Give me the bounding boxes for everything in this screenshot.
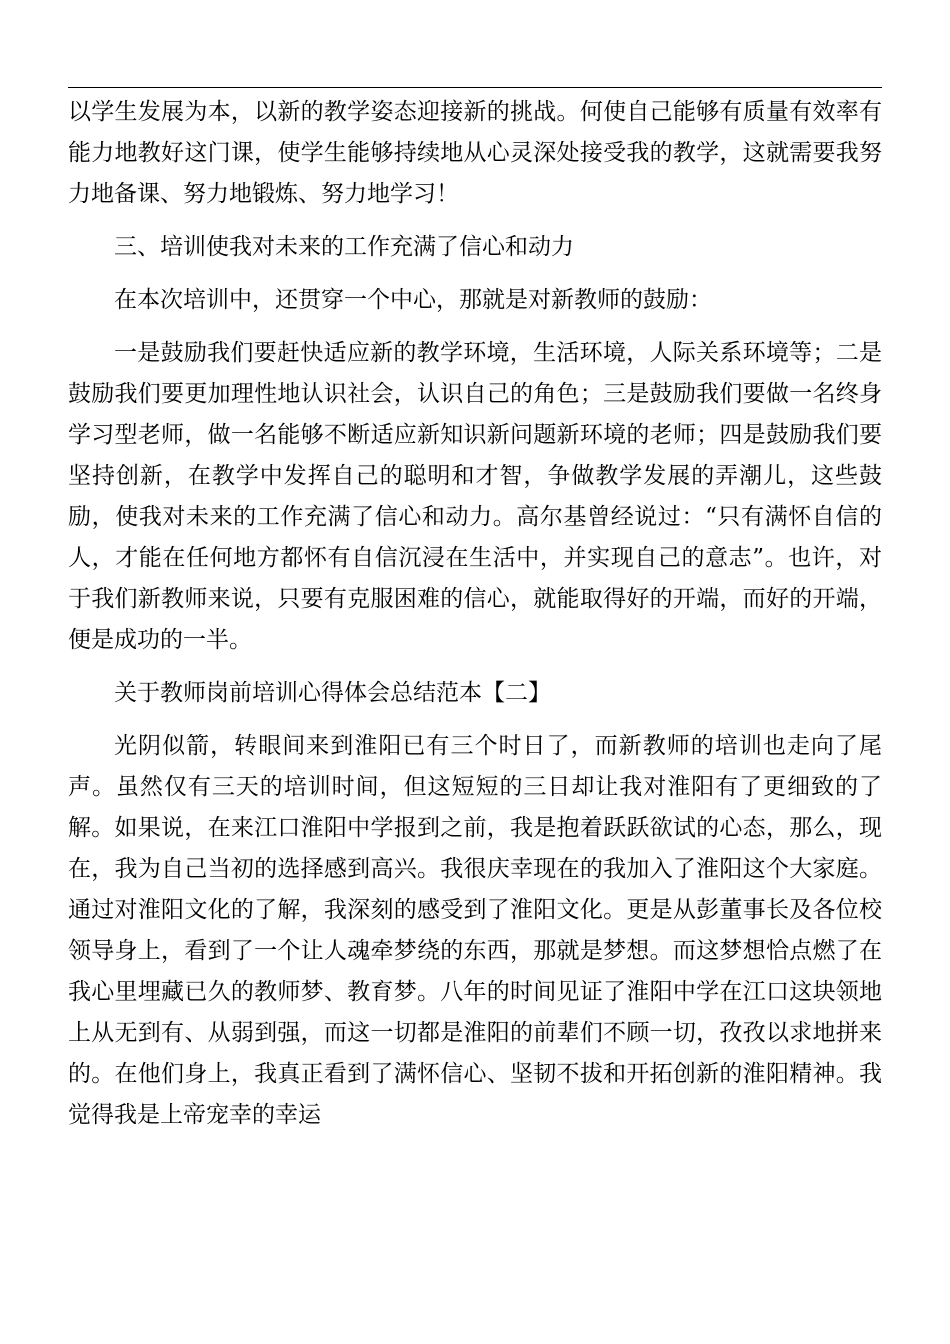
article-title: 关于教师岗前培训心得体会总结范本【二】 xyxy=(114,680,551,706)
header-rule xyxy=(68,87,882,88)
paragraph: 在本次培训中，还贯穿一个中心，那就是对新教师的鼓励： xyxy=(114,287,712,313)
paragraph-continued: 以学生发展为本，以新的教学姿态迎接新的挑战。何使自己能够有质量有效率有能力地教好这门课，使学生能够持续地从心灵深处接受我的教学，这就需要我努力地备课、努力地锻炼、努力地学习！ xyxy=(68,99,882,207)
document-body xyxy=(68,92,882,1148)
paragraph: 光阴似箭，转眼间来到淮阳已有三个时日了，而新教师的培训也走向了尾声。虽然仅有三天的培训时间，但这短短的三日却让我对淮阳有了更细致的了解。如果说，在来江口淮阳中学报到之前，我是抱着跃跃欲试的心态，那么，现在，我为自己当初的选择感到高兴。我很庆幸现在的我加入了淮阳这个大家庭。通过对淮阳文化的了解，我深刻的感受到了淮阳文化。更是从彭董事长及各位校领导身上，看到了一个让人魂牵梦绕的东西，那就是梦想。而这梦想恰点燃了在我心里埋藏已久的教师梦、教育梦。八年的时间见证了淮阳中学在江口这块领地上从无到有、从弱到强，而这一切都是淮阳的前辈们不顾一切，孜孜以求地拼来的。在他们身上，我真正看到了满怀信心、坚韧不拔和开拓创新的淮阳精神。我觉得我是上帝宠幸的幸运 xyxy=(68,733,882,1128)
section-heading: 三、培训使我对未来的工作充满了信心和动力 xyxy=(114,234,574,260)
paragraph: 一是鼓励我们要赶快适应新的教学环境，生活环境，人际关系环境等；二是鼓励我们要更加理性地认识社会，认识自己的角色；三是鼓励我们要做一名终身学习型老师，做一名能够不断适应新知识新问题新环境的老师；四是鼓励我们要坚持创新，在教学中发挥自己的聪明和才智，争做教学发展的弄潮儿，这些鼓励，使我对未来的工作充满了信心和动力。高尔基曾经说过：“只有满怀自信的人，才能在任何地方都怀有自信沉浸在生活中，并实现自己的意志”。也许，对于我们新教师来说，只要有克服困难的信心，就能取得好的开端，而好的开端，便是成功的一半。 xyxy=(68,340,882,653)
